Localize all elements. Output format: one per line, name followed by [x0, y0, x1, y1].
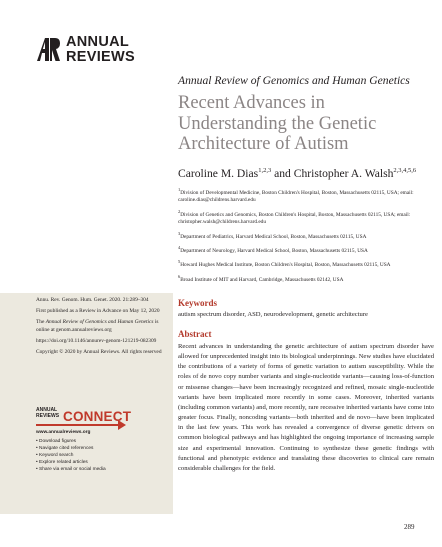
affiliation-number: 6	[178, 273, 181, 279]
online-journal: Annual Review of Genomics and Human Genetics	[45, 319, 154, 326]
online-note	[36, 319, 164, 333]
connect-brand	[36, 408, 59, 419]
abstract-heading: Abstract	[178, 329, 212, 339]
affiliation-number: 3	[178, 230, 181, 236]
affiliation-text: Broad Institute of MIT and Harvard, Cambridge, Massachusetts 02142, USA	[180, 276, 344, 283]
connect-url[interactable]: www.annualreviews.org	[36, 430, 91, 435]
author-joiner: and	[274, 167, 291, 180]
connect-brand-line-1: ANNUAL	[36, 407, 58, 413]
affiliation-text: Department of Neurology, Harvard Medical School, Boston, Massachusetts 02115, USA	[180, 247, 368, 254]
affiliation-number: 5	[178, 259, 181, 265]
publication-date: First published as a Review in Advance on May 12, 2020	[36, 308, 160, 315]
list-item: • Share via email or social media	[36, 467, 106, 472]
affiliation-number: 4	[178, 244, 181, 250]
affiliation-item	[178, 273, 428, 284]
author-name: Christopher A. Walsh	[293, 167, 394, 180]
affiliation-text: Division of Developmental Medicine, Boston Children's Hospital, Boston, Massachusetts 02115, USA; email: caroline.dias@childrens.harvard.edu	[178, 189, 414, 204]
list-item-text: Explore related articles	[39, 460, 88, 465]
online-prefix: The	[36, 319, 46, 326]
connect-feature-list	[36, 438, 164, 473]
author-superscript: 2,3,4,5,6	[393, 167, 417, 175]
list-item: • Navigate cited references	[36, 446, 94, 451]
affiliation-text: Department of Pediatrics, Harvard Medical School, Boston, Massachusetts 02115, USA	[180, 233, 367, 240]
affiliation-item	[178, 208, 428, 227]
list-item: • Explore related articles	[36, 460, 88, 465]
page-number: 289	[404, 523, 415, 531]
connect-brand-line-2: REVIEWS	[36, 412, 60, 419]
list-item: • Download figures	[36, 439, 77, 444]
connect-title: CONNECT	[63, 409, 132, 424]
annual-reviews-logo-icon	[36, 37, 61, 62]
author-line	[178, 167, 416, 180]
keywords-heading: Keywords	[178, 298, 217, 308]
affiliation-number: 1	[178, 187, 181, 192]
connect-box	[36, 408, 164, 473]
list-item-text: Keyword search	[39, 453, 74, 458]
affiliation-item	[178, 258, 428, 269]
abstract-text: Recent advances in understanding the genetic architecture of autism spectrum disorder have allowed for unprecedented insight into its biological underpinnings. New studies have elucidated the contributions of a variety of forms of genetic variation to autism susceptibility. While the roles of de novo copy number variants and single-nucleotide variants—causing loss-of-function or missense changes—have been increasingly recognized and refined, mosaic single-nucleotide variants have been implicated more recently in some cases. Moreover, inherited variants (including common variants) and, more recently, rare recessive inherited variants have come into greater focus. Finally, noncoding variants—both inherited and de novo—have been implicated in the last few years. This work has revealed a convergence of diverse genetic drivers on common biological pathways and has highlighted the ongoing importance of increasing sample size and experimental innovation. Continuing to synthesize these genetic findings with functional and phenotypic evidence and translating these discoveries to clinical care remain considerable challenges for the field.	[178, 343, 434, 472]
author-superscript: 1,2,3	[258, 167, 272, 175]
list-item: • Keyword search	[36, 453, 74, 458]
author-name: Caroline M. Dias	[178, 167, 259, 180]
annual-reviews-logo	[36, 34, 186, 70]
list-item-text: Navigate cited references	[39, 446, 94, 451]
list-item-text: Share via email or social media	[39, 467, 106, 472]
article-metadata	[36, 297, 164, 360]
affiliation-item	[178, 186, 428, 205]
journal-name: Annual Review of Genomics and Human Genetics	[178, 74, 410, 87]
connect-rule	[36, 424, 120, 426]
citation: Annu. Rev. Genom. Hum. Genet. 2020. 21:289–304	[36, 297, 149, 303]
logo-line-2: REVIEWS	[66, 49, 135, 65]
keywords-text: autism spectrum disorder, ASD, neurodevelopment, genetic architecture	[178, 311, 368, 318]
affiliation-item	[178, 230, 428, 241]
affiliation-text: Division of Genetics and Genomics, Boston Children's Hospital, Boston, Massachusetts 02115, USA; email: christopher.walsh@childrens.harvard.edu	[178, 211, 411, 225]
list-item-text: Download figures	[39, 439, 77, 444]
affiliations	[178, 186, 428, 287]
connect-header	[36, 408, 164, 430]
online-suffix: is online at genom.annualreviews.org	[36, 319, 159, 333]
logo-wordmark	[66, 35, 135, 65]
doi-link[interactable]: https://doi.org/10.1146/annurev-genom-121219-082309	[36, 337, 157, 344]
article-title: Recent Advances in Understanding the Genetic Architecture of Autism	[178, 93, 377, 154]
affiliation-text: Howard Hughes Medical Institute, Boston Children's Hospital, Boston, Massachusetts 02115, USA	[180, 262, 391, 269]
copyright: Copyright © 2020 by Annual Reviews. All rights reserved	[36, 349, 162, 356]
affiliation-number: 2	[178, 208, 181, 214]
arrow-right-icon	[118, 420, 126, 430]
affiliation-item	[178, 244, 428, 255]
logo-line-1: ANNUAL	[66, 34, 130, 50]
